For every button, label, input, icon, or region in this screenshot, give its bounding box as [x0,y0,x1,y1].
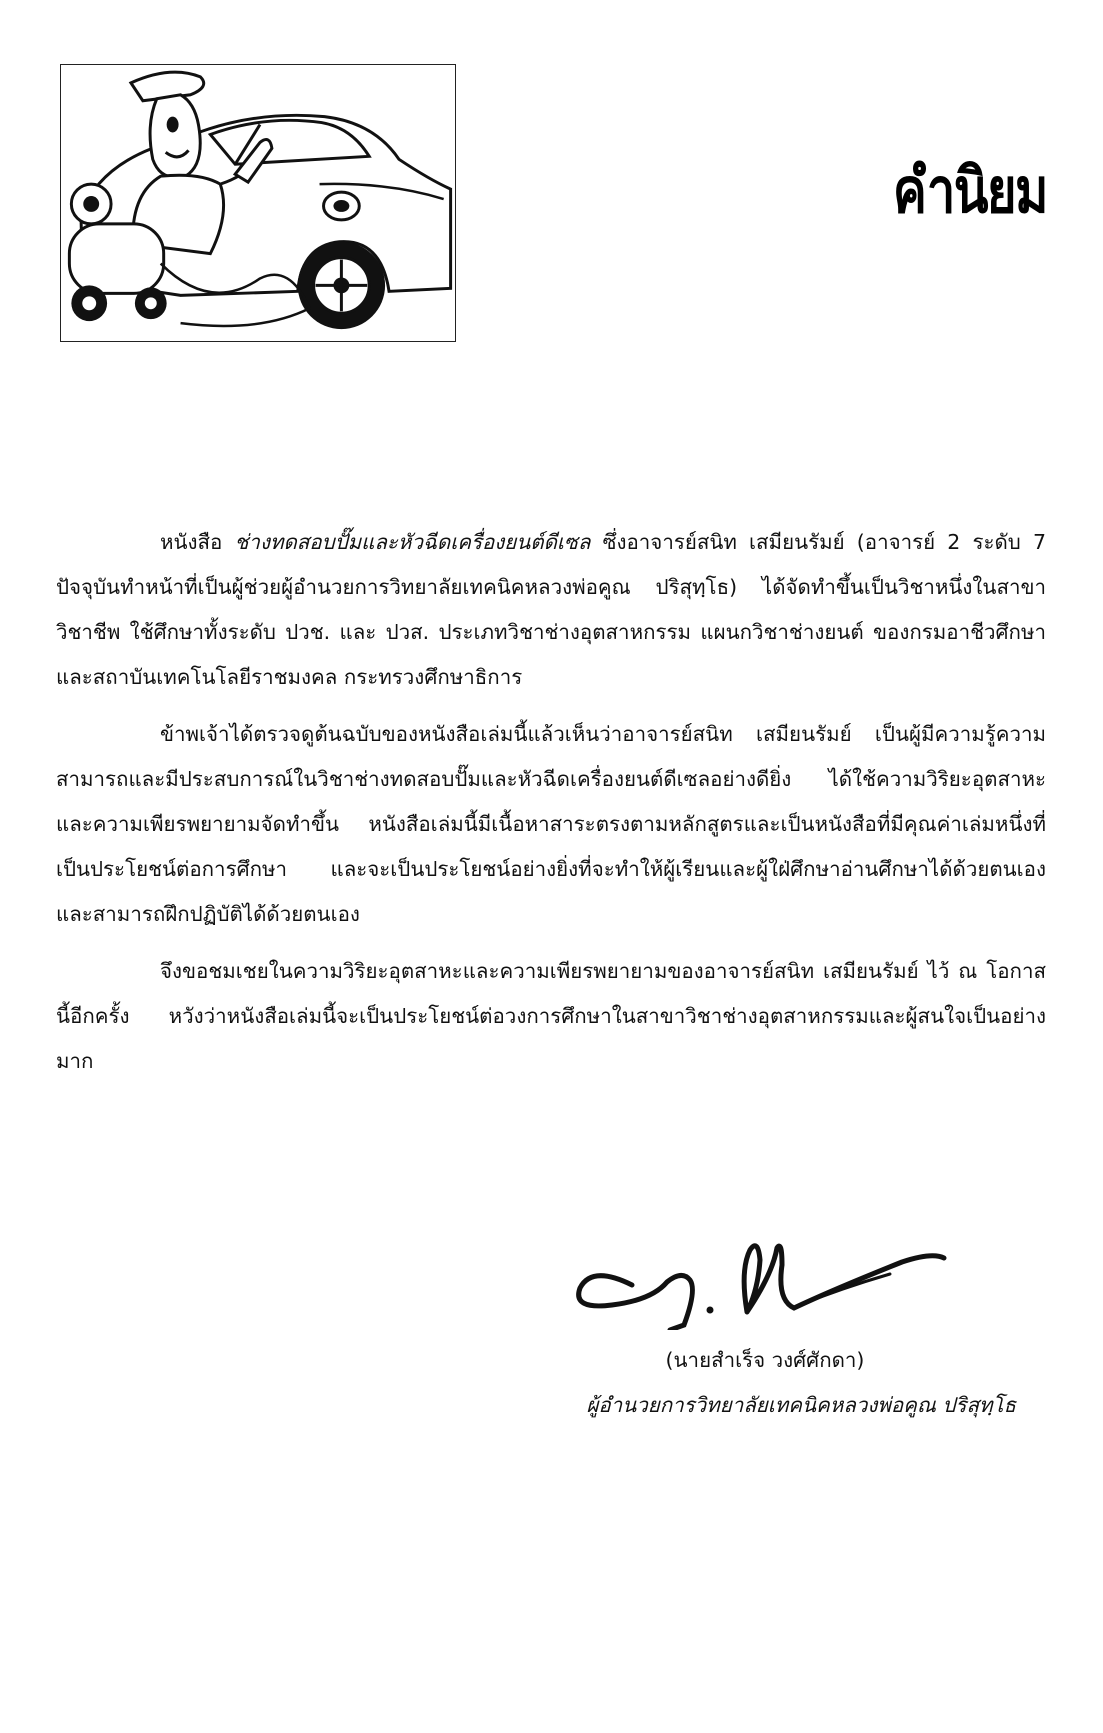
signature-icon [572,1230,952,1330]
mechanic-car-illustration [60,64,456,342]
paragraph-3: จึงขอชมเชยในความวิริยะอุตสาหะและความเพียรพยายามของอาจารย์สนิท เสมียนรัมย์ ไว้ ณ โอกาสนี้อีกครั้ง หวังว่าหนังสือเล่มนี้จะเป็นประโยชน์ต่อวงการศึกษาในสาขาวิชาช่างอุตสาหกรรมและผู้สนใจเป็นอย่างมาก [56,959,1046,1073]
signer-position: ผู้อำนวยการวิทยาลัยเทคนิคหลวงพ่อคูณ ปริสุทฺโธ [586,1393,1016,1417]
paragraph-1-lead: หนังสือ [160,530,235,554]
book-title: ช่างทดสอบปั๊มและหัวฉีดเครื่องยนต์ดีเซล [234,530,591,554]
paragraph-1-rest: ซึ่งอาจารย์สนิท เสมียนรัมย์ (อาจารย์ 2 ระดับ 7 ปัจจุบันทำหน้าที่เป็นผู้ช่วยผู้อำนวยการวิทยาลัยเทคนิคหลวงพ่อคูณ ปริสุทฺโธ) ได้จัดทำขึ้นเป็นวิชาหนึ่งในสาขาวิชาชีพ ใช้ศึกษาทั้งระดับ ปวช. และ ปวส. ประเภทวิชาช่างอุตสาหกรรม แผนกวิชาช่างยนต์ ของกรมอาชีวศึกษาและสถาบันเทคโนโลยีราชมงคล กระทรวงศึกษาธิการ [56,530,1046,689]
signer-name: (นายสำเร็จ วงศ์ศักดา) [665,1348,865,1372]
paragraph-2: ข้าพเจ้าได้ตรวจดูต้นฉบับของหนังสือเล่มนี้แล้วเห็นว่าอาจารย์สนิท เสมียนรัมย์ เป็นผู้มีความรู้ความสามารถและมีประสบการณ์ในวิชาช่างทดสอบปั๊มและหัวฉีดเครื่องยนต์ดีเซลอย่างดียิ่ง ได้ใช้ความวิริยะอุตสาหะและความเพียรพยายามจัดทำขึ้น หนังสือเล่มนี้มีเนื้อหาสาระตรงตามหลักสูตรและเป็นหนังสือที่มีคุณค่าเล่มหนึ่งที่เป็นประโยชน์ต่อการศึกษา และจะเป็นประโยชน์อย่างยิ่งที่จะทำให้ผู้เรียนและผู้ใฝ่ศึกษาอ่านศึกษาได้ด้วยตนเอง และสามารถฝึกปฏิบัติได้ด้วยตนเอง [56,722,1046,926]
page-title: คำนิยม [892,154,1047,227]
paragraph-1 [56,520,1046,700]
foreword-body [56,520,1046,1096]
mechanic-with-car-icon [61,65,455,341]
